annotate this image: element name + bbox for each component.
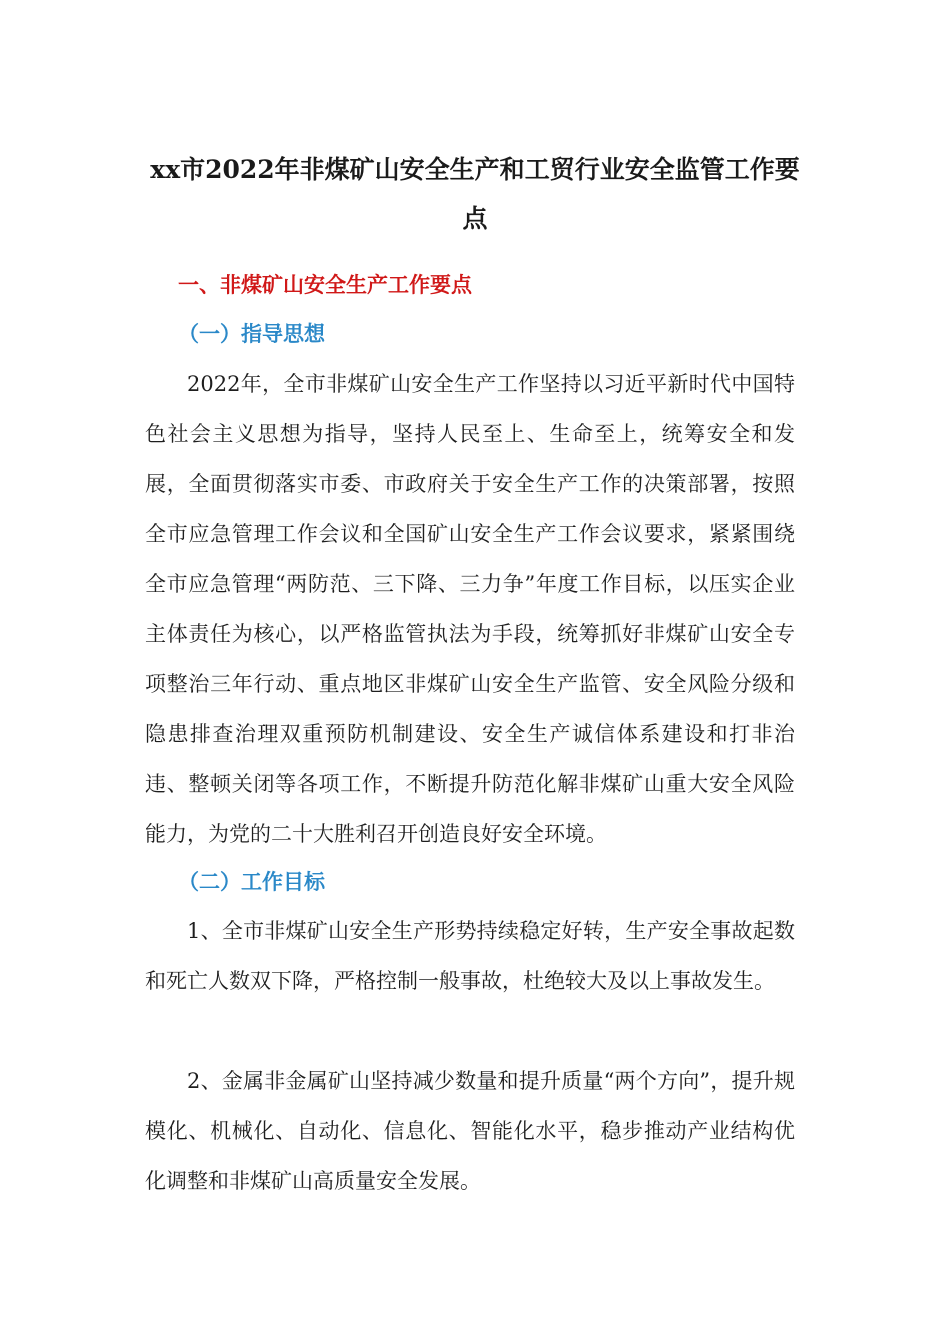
subsection-heading-work-goals: （二）工作目标 [178,869,325,894]
section-heading: 一、非煤矿山安全生产工作要点 [178,272,472,297]
subsection-heading-guiding-thought: （一）指导思想 [178,321,325,346]
document-title-line1: xx市2022年非煤矿山安全生产和工贸行业安全监管工作要 [150,155,800,184]
guiding-thought-paragraph: 2022年，全市非煤矿山安全生产工作坚持以习近平新时代中国特色社会主义思想为指导，坚持人民至上、生命至上，统筹安全和发展，全面贯彻落实市委、市政府关于安全生产工作的决策部署，按照全市应急管理工作会议和全国矿山安全生产工作会议要求，紧紧围绕全市应急管理“两防范、三下降、三力争”年度工作目标，以压实企业主体责任为核心，以严格监管执法为手段，统筹抓好非煤矿山安全专项整治三年行动、重点地区非煤矿山安全生产监管、安全风险分级和隐患排查治理双重预防机制建设、安全生产诚信体系建设和打非治违、整顿关闭等各项工作，不断提升防范化解非煤矿山重大安全风险能力，为党的二十大胜利召开创造良好安全环境。 [145,372,795,846]
work-goal-item-2: 2、金属非金属矿山坚持减少数量和提升质量“两个方向”，提升规模化、机械化、自动化、信息化、智能化水平，稳步推动产业结构优化调整和非煤矿山高质量安全发展。 [145,1069,795,1193]
document-title-line2: 点 [462,204,488,233]
work-goal-item-1: 1、全市非煤矿山安全生产形势持续稳定好转，生产安全事故起数和死亡人数双下降，严格控制一般事故，杜绝较大及以上事故发生。 [145,919,795,993]
